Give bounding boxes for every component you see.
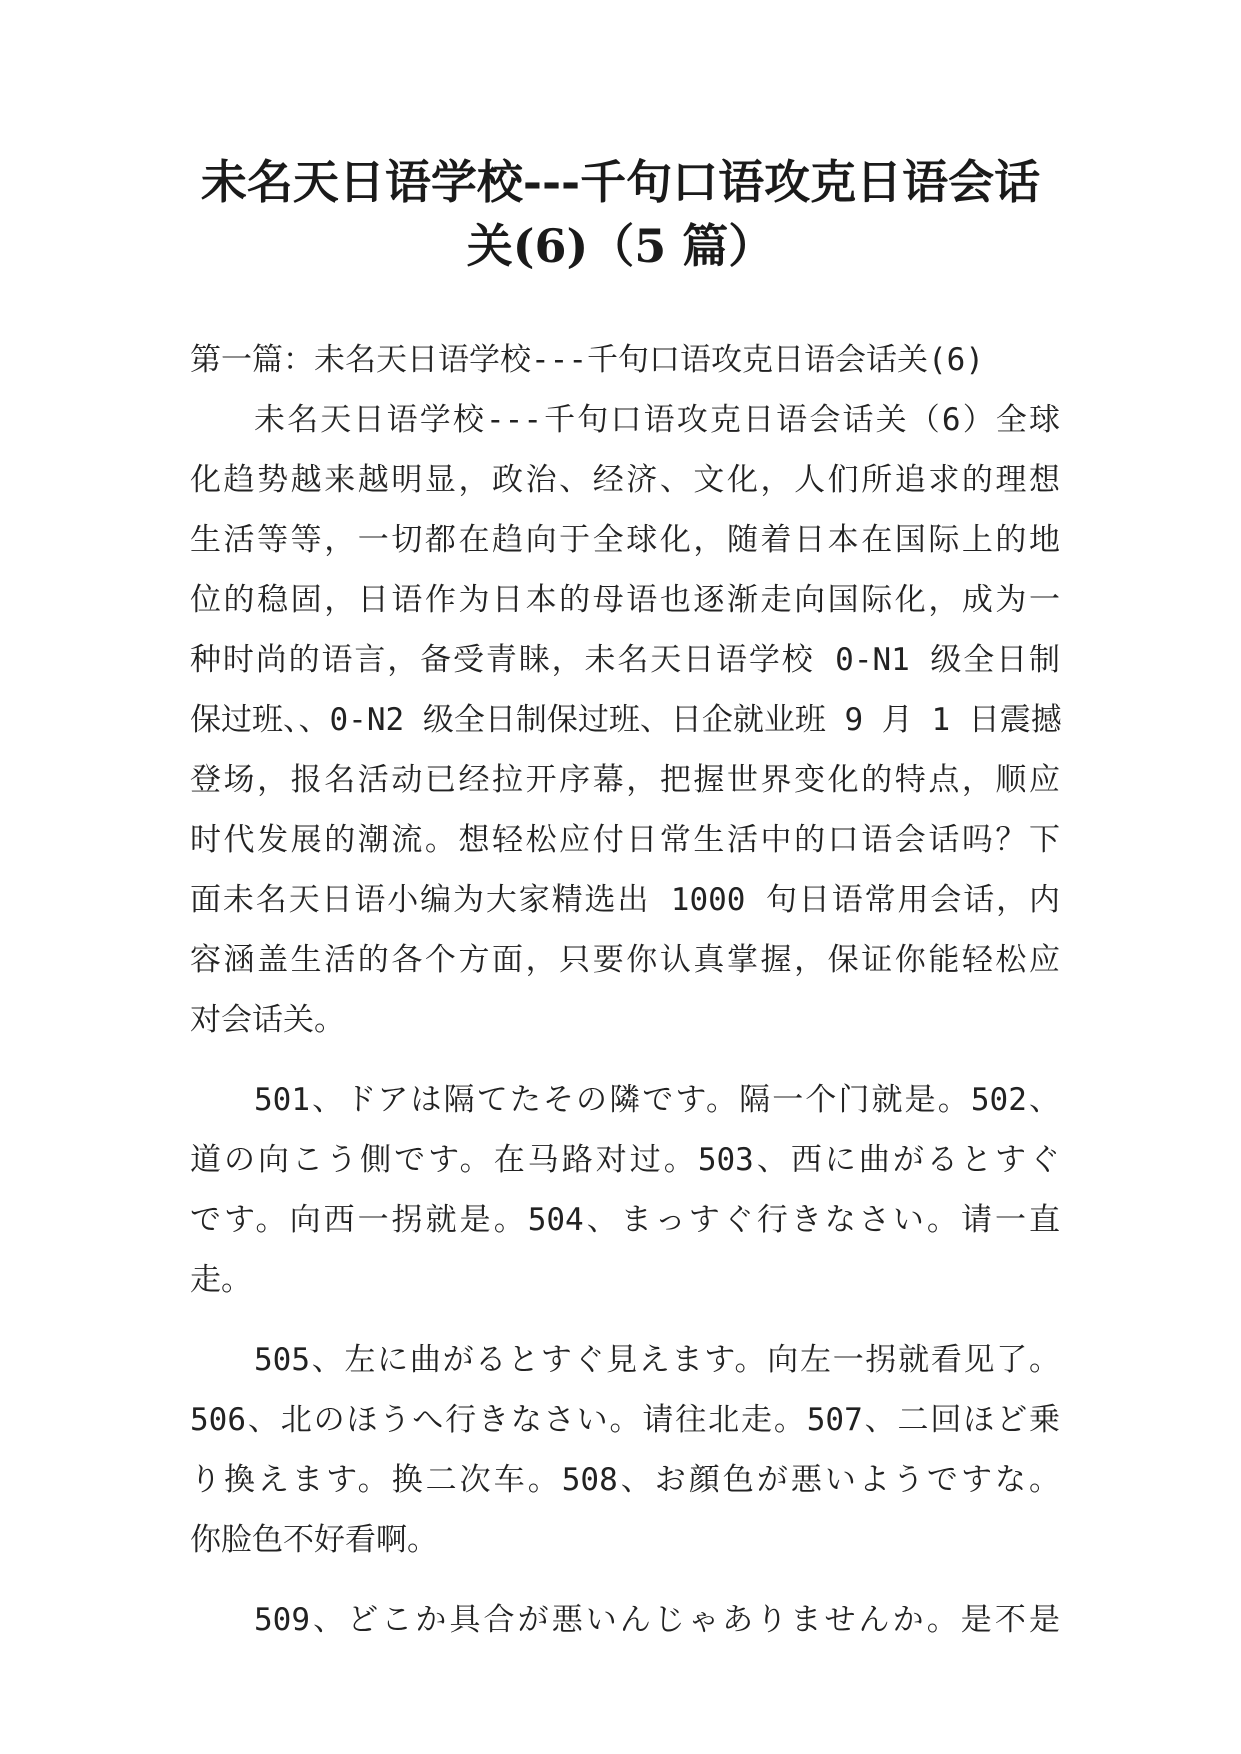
- paragraph-2-line: です。向西一拐就是。504、まっすぐ行きなさい。请一直: [190, 1202, 1060, 1238]
- paragraph-1-line: 对会话关。: [190, 1002, 345, 1038]
- paragraph-1-line: 容涵盖生活的各个方面，只要你认真掌握，保证你能轻松应: [190, 942, 1060, 978]
- paragraph-1-line: 生活等等，一切都在趋向于全球化，随着日本在国际上的地: [190, 522, 1060, 558]
- paragraph-1-line: 面未名天日语小编为大家精选出 1000 句日语常用会话，内: [190, 882, 1060, 918]
- paragraph-1-line: 保过班、、0-N2 级全日制保过班、日企就业班 9 月 1 日震撼: [190, 702, 1062, 738]
- paragraph-1-line: 化趋势越来越明显，政治、经济、文化，人们所追求的理想: [190, 462, 1060, 498]
- document-title-line-2: 关(6)（5 篇）: [466, 219, 775, 273]
- document-title-line-1: 未名天日语学校---千句口语攻克日语会话: [200, 155, 1041, 209]
- paragraph-1-line: 种时尚的语言，备受青睐，未名天日语学校 0-N1 级全日制: [190, 642, 1060, 678]
- paragraph-2-line: 501、ドアは隔てたその隣です。隔一个门就是。502、: [254, 1082, 1060, 1118]
- paragraph-4-line: 509、どこか具合が悪いんじゃありませんか。是不是: [254, 1602, 1060, 1638]
- paragraph-3-line: 你脸色不好看啊。: [190, 1522, 438, 1558]
- paragraph-2-line: 走。: [190, 1262, 252, 1298]
- paragraph-3-line: 506、北のほうへ行きなさい。请往北走。507、二回ほど乗: [190, 1402, 1060, 1438]
- paragraph-1-line: 时代发展的潮流。想轻松应付日常生活中的口语会话吗？下: [190, 822, 1060, 858]
- paragraph-1-line: 未名天日语学校---千句口语攻克日语会话关（6）全球: [254, 402, 1060, 438]
- paragraph-1-line: 登场，报名活动已经拉开序幕，把握世界变化的特点，顺应: [190, 762, 1060, 798]
- paragraph-3-line: 505、左に曲がるとすぐ見えます。向左一拐就看见了。: [254, 1342, 1060, 1378]
- paragraph-2-line: 道の向こう側です。在马路对过。503、西に曲がるとすぐ: [190, 1142, 1060, 1178]
- paragraph-1-line: 位的稳固，日语作为日本的母语也逐渐走向国际化，成为一: [190, 582, 1060, 618]
- paragraph-3-line: り換えます。换二次车。508、お顔色が悪いようですな。: [190, 1462, 1060, 1498]
- section-heading: 第一篇：未名天日语学校---千句口语攻克日语会话关(6): [190, 342, 984, 378]
